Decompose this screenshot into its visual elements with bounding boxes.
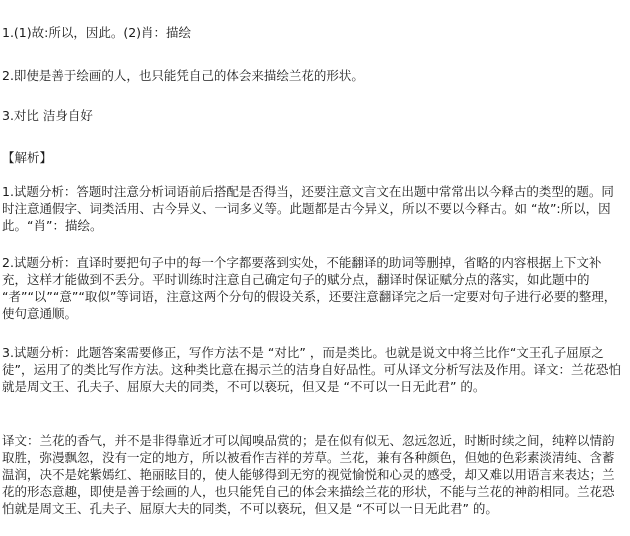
- answer-3: 3.对比 洁身自好: [2, 108, 93, 123]
- answer-1: 1.(1)故:所以，因此。(2)肖：描绘: [2, 25, 192, 40]
- analysis-paragraph-3: 3.试题分析：此题答案需要修正，写作方法不是 “对比” ，而是类比。也就是说文中将兰比作“文王孔子屈原之徒”，运用了的类比写作方法。这种类比意在揭示兰的洁身自好品性。可从译文分析写法及作用。译文：兰花恐怕就是周文王、孔夫子、屈原大夫的同类，不可以亵玩，但又是 “不可以一日无此君” 的。: [2, 345, 621, 394]
- translation-paragraph: 译文：兰花的香气，并不是非得靠近才可以闻嗅品赏的；是在似有似无、忽远忽近，时断时续之间，纯粹以情韵取胜，弥漫飘忽，没有一定的地方，所以被看作吉祥的芳草。兰花，兼有各种颜色，但她的色彩素淡清纯、含蓄温润，决不是姹紫嫣红、艳丽眩目的，使人能够得到无穷的视觉愉悦和心灵的感受，却又难以用语言来表达；兰花的形态意趣，即使是善于绘画的人，也只能凭自己的体会来描绘兰花的形状，不能与兰花的神韵相同。兰花恐怕就是周文王、孔夫子、屈原大夫的同类，不可以亵玩，但又是 “不可以一日无此君” 的。: [2, 433, 615, 516]
- analysis-heading: 【解析】: [2, 150, 53, 165]
- answer-2: 2.即使是善于绘画的人，也只能凭自己的体会来描绘兰花的形状。: [2, 68, 364, 83]
- analysis-paragraph-2: 2.试题分析：直译时要把句子中的每一个字都要落到实处，不能翻译的助词等删掉，省略的内容根据上下文补充，这样才能做到不丢分。平时训练时注意自己确定句子的赋分点，翻译时保证赋分点的落实，如此题中的 “者”“以”“意”“取似”等词语，注意这两个分句的假设关系，还要注意翻译完之后一定要对句子进行必要的整理，使句意通顺。: [2, 255, 617, 321]
- analysis-paragraph-1: 1.试题分析：答题时注意分析词语前后搭配是否得当，还要注意文言文在出题中常常出以今释古的类型的题。同时注意通假字、词类活用、古今异义、一词多义等。此题都是古今异义，所以不要以今释古。如 “故”:所以，因此。“肖”：描绘。: [2, 184, 614, 233]
